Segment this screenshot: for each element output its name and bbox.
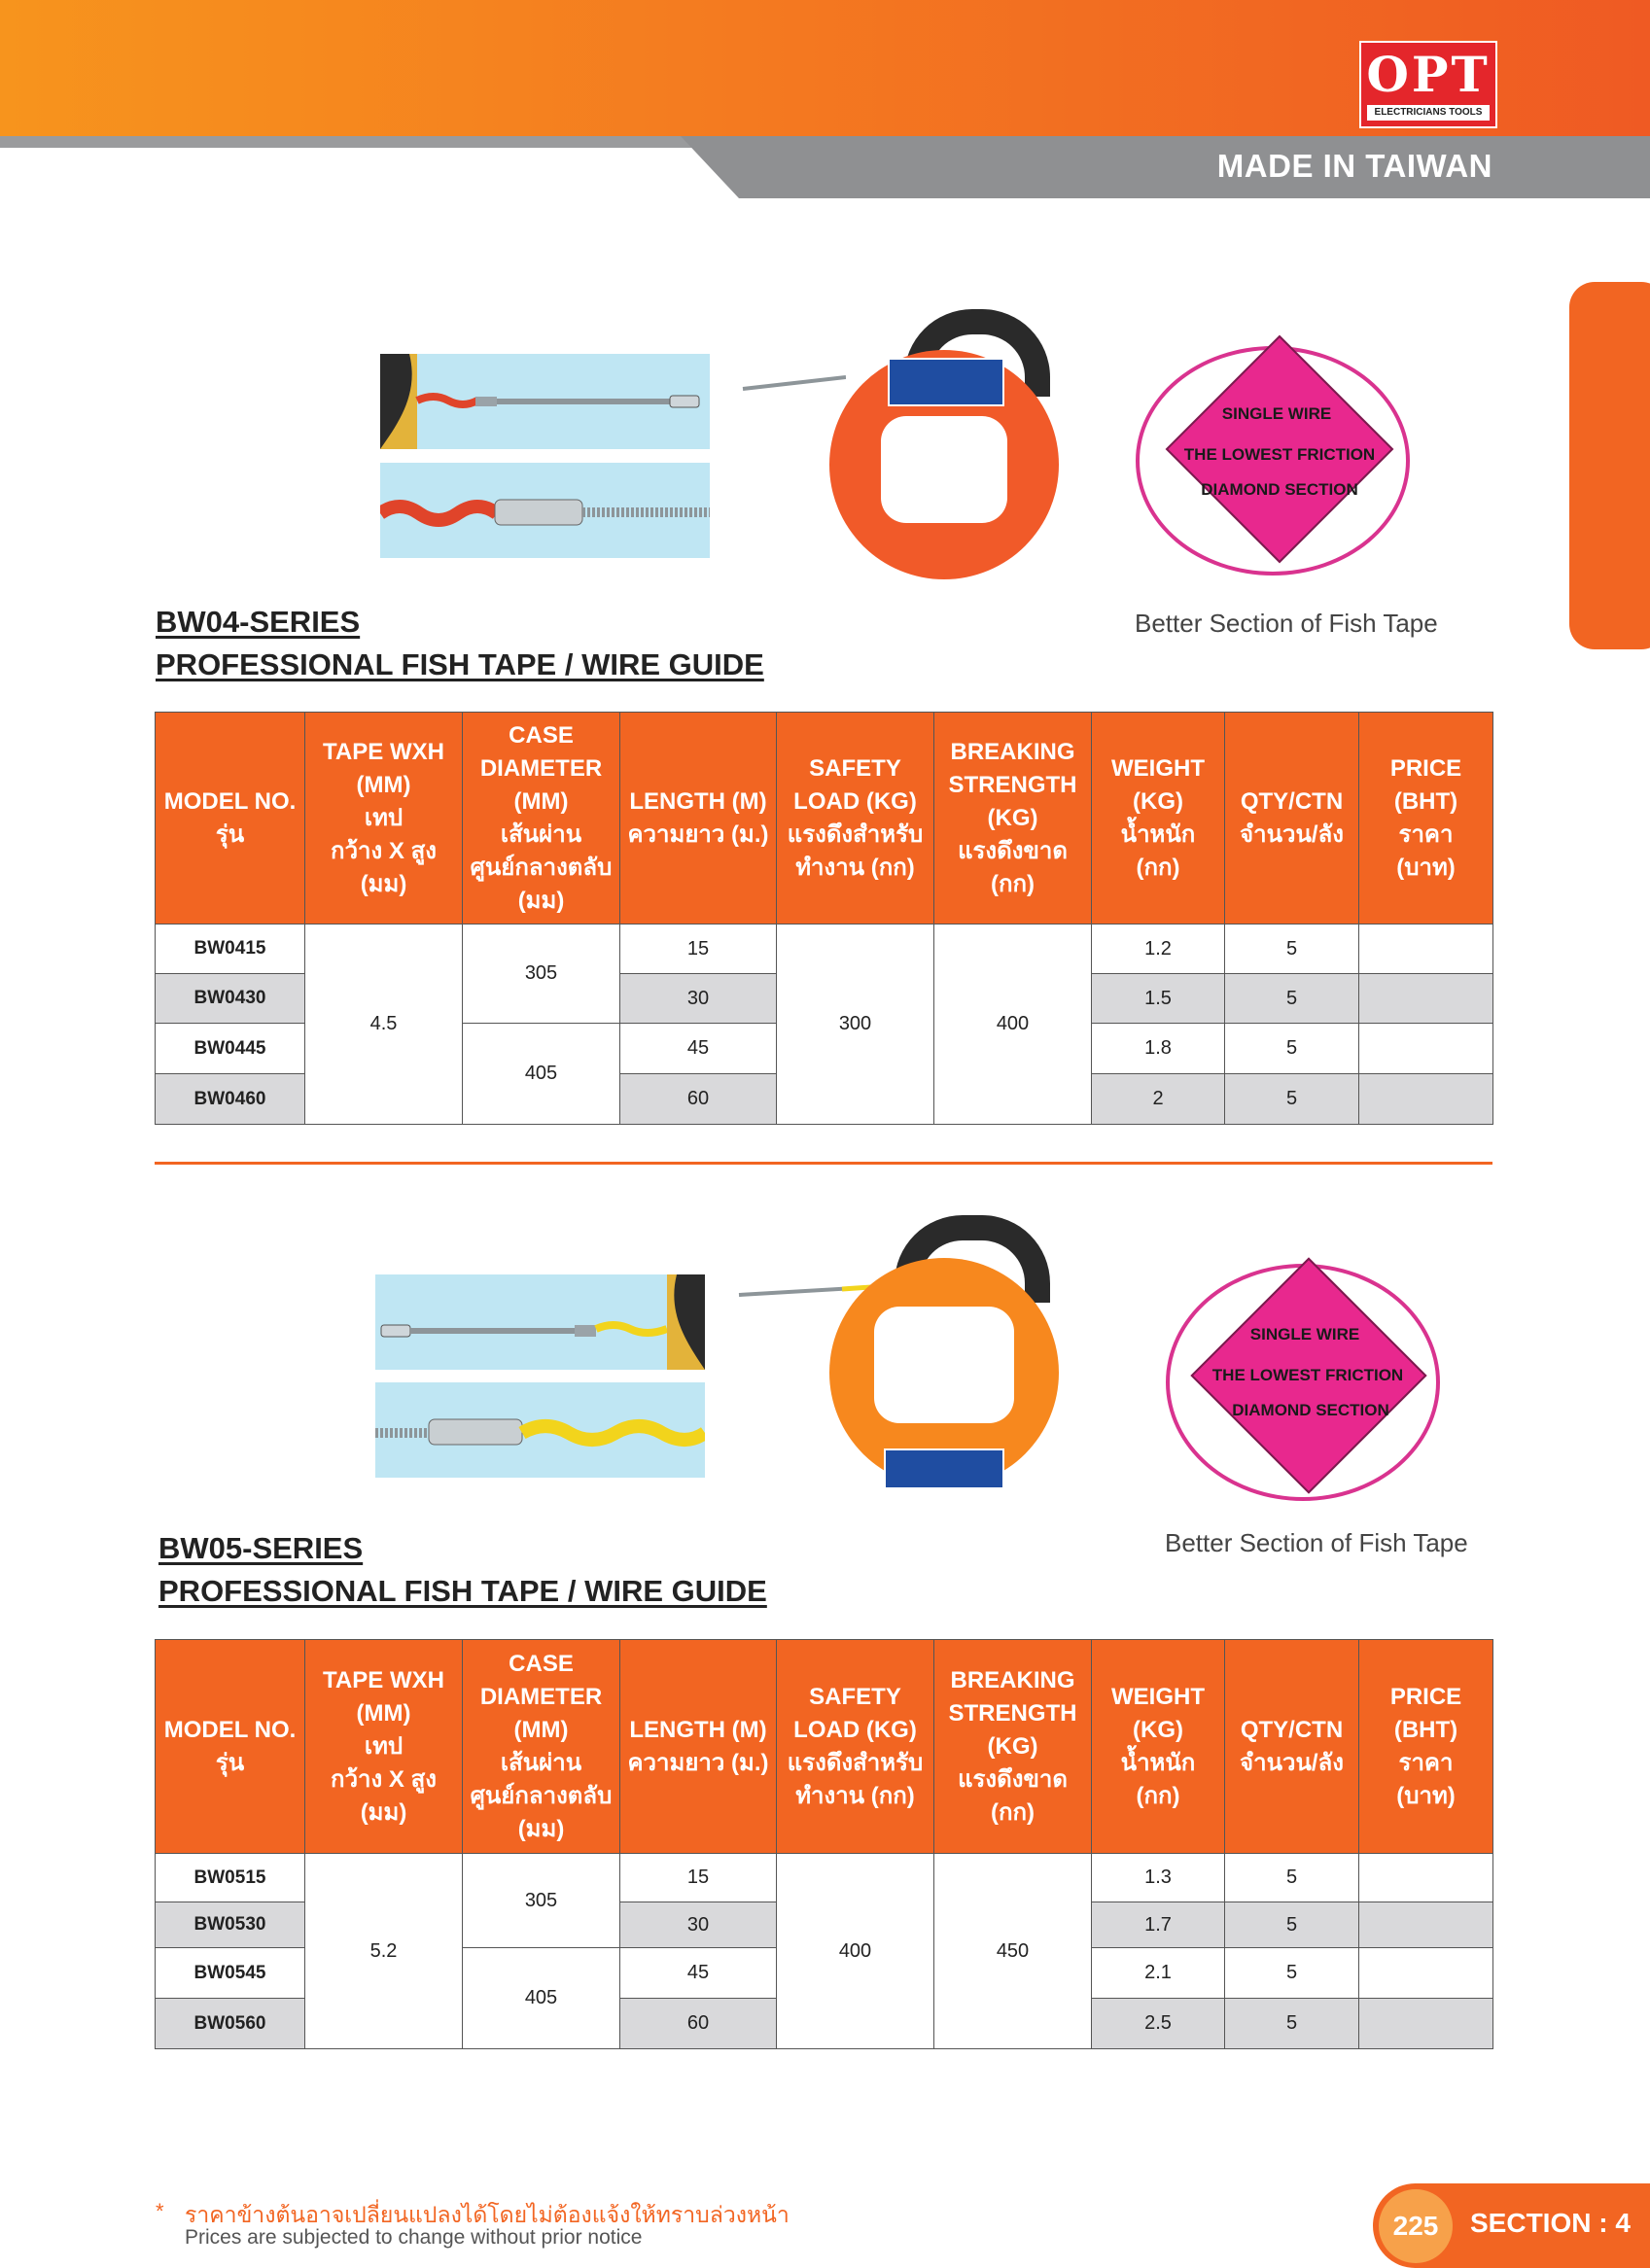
length-cell: 30 <box>620 1902 777 1948</box>
reel-center-window <box>874 1307 1014 1423</box>
opt-logo <box>1359 41 1497 128</box>
footnote-thai: ราคาข้างต้นอาจเปลี่ยนแปลงได้โดยไม่ต้องแจ้งให้ทราบล่วงหน้า <box>185 2202 790 2227</box>
footnote-english: Prices are subjected to change without prior notice <box>185 2226 643 2249</box>
table-row <box>156 1854 1493 1902</box>
col-tape: TAPE WXH (MM) เทป กว้าง X สูง (มม) <box>305 1640 463 1854</box>
price-cell <box>1359 925 1493 974</box>
diamond-text-line1: SINGLE WIRE <box>1249 1325 1360 1343</box>
diamond-text-line2: THE LOWEST FRICTION <box>1211 1366 1404 1384</box>
length-cell: 15 <box>620 925 777 974</box>
length-cell: 60 <box>620 1074 777 1125</box>
model-cell: BW0545 <box>156 1948 305 1999</box>
qty-cell: 5 <box>1225 1074 1359 1125</box>
model-cell: BW0460 <box>156 1074 305 1125</box>
logo-text: OPT <box>1366 46 1491 103</box>
product-subtitle-2: PROFESSIONAL FISH TAPE / WIRE GUIDE <box>158 1574 767 1608</box>
reel-center-window <box>881 416 1007 523</box>
reel-label-plate <box>888 358 1004 406</box>
tape-joint-photo-2b <box>375 1382 705 1478</box>
qty-cell: 5 <box>1225 1024 1359 1074</box>
price-cell <box>1359 1024 1493 1074</box>
product-subtitle-1: PROFESSIONAL FISH TAPE / WIRE GUIDE <box>156 647 764 681</box>
length-cell: 45 <box>620 1948 777 1999</box>
weight-cell: 1.5 <box>1092 974 1225 1024</box>
case-diameter-cell: 405 <box>463 1948 620 2049</box>
length-cell: 60 <box>620 1999 777 2049</box>
reel-body <box>829 1258 1059 1487</box>
page-number: 225 <box>1379 2189 1453 2263</box>
qty-cell: 5 <box>1225 1999 1359 2049</box>
col-case-diameter: CASE DIAMETER (MM) เส้นผ่าน ศูนย์กลางตลับ (มม) <box>463 713 620 925</box>
diamond-text-line3: DIAMOND SECTION <box>1201 480 1358 499</box>
col-model: MODEL NO. รุ่น <box>156 1640 305 1854</box>
model-cell: BW0560 <box>156 1999 305 2049</box>
case-diameter-cell: 305 <box>463 1854 620 1948</box>
tape-tip-photo-2a <box>375 1274 705 1370</box>
col-breaking-strength: BREAKING STRENGTH (KG) แรงดึงขาด (กก) <box>934 713 1092 925</box>
col-price: PRICE (BHT) ราคา (บาท) <box>1359 713 1493 925</box>
made-in-label: MADE IN TAIWAN <box>1216 148 1492 184</box>
fish-tape-reel-1 <box>739 309 1089 591</box>
tape-joint-photo-1b <box>380 463 710 558</box>
qty-cell: 5 <box>1225 925 1359 974</box>
model-cell: BW0530 <box>156 1902 305 1948</box>
diamond-text-line3: DIAMOND SECTION <box>1232 1401 1389 1419</box>
length-cell: 30 <box>620 974 777 1024</box>
better-section-caption-1: Better Section of Fish Tape <box>1135 609 1438 638</box>
reel-label-plate <box>884 1448 1004 1489</box>
weight-cell: 2.5 <box>1092 1999 1225 2049</box>
price-cell <box>1359 1854 1493 1902</box>
weight-cell: 1.2 <box>1092 925 1225 974</box>
section-divider <box>155 1162 1492 1165</box>
tape-tip-graphic <box>380 354 710 449</box>
length-cell: 45 <box>620 1024 777 1074</box>
safety-load-cell: 300 <box>777 925 934 1125</box>
logo-subtext: ELECTRICIANS TOOLS <box>1367 105 1490 121</box>
spec-table-bw04 <box>155 712 1493 1125</box>
model-cell: BW0445 <box>156 1024 305 1074</box>
diamond-text-line2: THE LOWEST FRICTION <box>1183 445 1376 464</box>
weight-cell: 1.8 <box>1092 1024 1225 1074</box>
col-length: LENGTH (M) ความยาว (ม.) <box>620 1640 777 1854</box>
col-breaking-strength: BREAKING STRENGTH (KG) แรงดึงขาด (กก) <box>934 1640 1092 1854</box>
tape-size-cell: 5.2 <box>305 1854 463 2049</box>
reel-leader-wire <box>739 367 846 406</box>
tape-joint-graphic <box>375 1382 705 1478</box>
col-qty: QTY/CTN จำนวน/ลัง <box>1225 1640 1359 1854</box>
footnote-star: * <box>156 2199 164 2223</box>
col-case-diameter: CASE DIAMETER (MM) เส้นผ่าน ศูนย์กลางตลับ (มม) <box>463 1640 620 1854</box>
made-in-bar <box>681 136 1650 198</box>
series-title-1: BW04-SERIES <box>156 605 361 639</box>
col-safety-load: SAFETY LOAD (KG) แรงดึงสำหรับ ทำงาน (กก) <box>777 1640 934 1854</box>
case-diameter-cell: 405 <box>463 1024 620 1125</box>
price-cell <box>1359 1902 1493 1948</box>
model-cell: BW0515 <box>156 1854 305 1902</box>
col-tape: TAPE WXH (MM) เทป กว้าง X สูง (มม) <box>305 713 463 925</box>
reel-body <box>829 350 1059 579</box>
series-title-2: BW05-SERIES <box>158 1531 364 1565</box>
qty-cell: 5 <box>1225 1902 1359 1948</box>
breaking-strength-cell: 450 <box>934 1854 1092 2049</box>
col-model: MODEL NO. รุ่น <box>156 713 305 925</box>
table-header-row <box>156 1640 1493 1854</box>
weight-cell: 1.7 <box>1092 1902 1225 1948</box>
weight-cell: 2 <box>1092 1074 1225 1125</box>
col-length: LENGTH (M) ความยาว (ม.) <box>620 713 777 925</box>
col-price: PRICE (BHT) ราคา (บาท) <box>1359 1640 1493 1854</box>
spec-table-bw05 <box>155 1639 1493 2049</box>
model-cell: BW0430 <box>156 974 305 1024</box>
price-cell <box>1359 1999 1493 2049</box>
case-diameter-cell: 305 <box>463 925 620 1024</box>
table-row <box>156 925 1493 974</box>
qty-cell: 5 <box>1225 1948 1359 1999</box>
breaking-strength-cell: 400 <box>934 925 1092 1125</box>
section-label: SECTION : 4 <box>1470 2208 1631 2238</box>
col-weight: WEIGHT (KG) น้ำหนัก (กก) <box>1092 1640 1225 1854</box>
price-cell <box>1359 1948 1493 1999</box>
qty-cell: 5 <box>1225 974 1359 1024</box>
safety-load-cell: 400 <box>777 1854 934 2049</box>
tape-tip-photo-1a <box>380 354 710 449</box>
qty-cell: 5 <box>1225 1854 1359 1902</box>
table-header-row <box>156 713 1493 925</box>
section-side-tab <box>1569 282 1650 649</box>
model-cell: BW0415 <box>156 925 305 974</box>
tape-tip-graphic <box>375 1274 705 1370</box>
col-qty: QTY/CTN จำนวน/ลัง <box>1225 713 1359 925</box>
tape-size-cell: 4.5 <box>305 925 463 1125</box>
better-section-caption-2: Better Section of Fish Tape <box>1165 1528 1468 1557</box>
price-cell <box>1359 974 1493 1024</box>
col-weight: WEIGHT (KG) น้ำหนัก (กก) <box>1092 713 1225 925</box>
diamond-text-line1: SINGLE WIRE <box>1221 404 1332 423</box>
weight-cell: 2.1 <box>1092 1948 1225 1999</box>
weight-cell: 1.3 <box>1092 1854 1225 1902</box>
tape-joint-graphic <box>380 463 710 558</box>
price-cell <box>1359 1074 1493 1125</box>
col-safety-load: SAFETY LOAD (KG) แรงดึงสำหรับ ทำงาน (กก) <box>777 713 934 925</box>
fish-tape-reel-2 <box>735 1215 1105 1497</box>
length-cell: 15 <box>620 1854 777 1902</box>
